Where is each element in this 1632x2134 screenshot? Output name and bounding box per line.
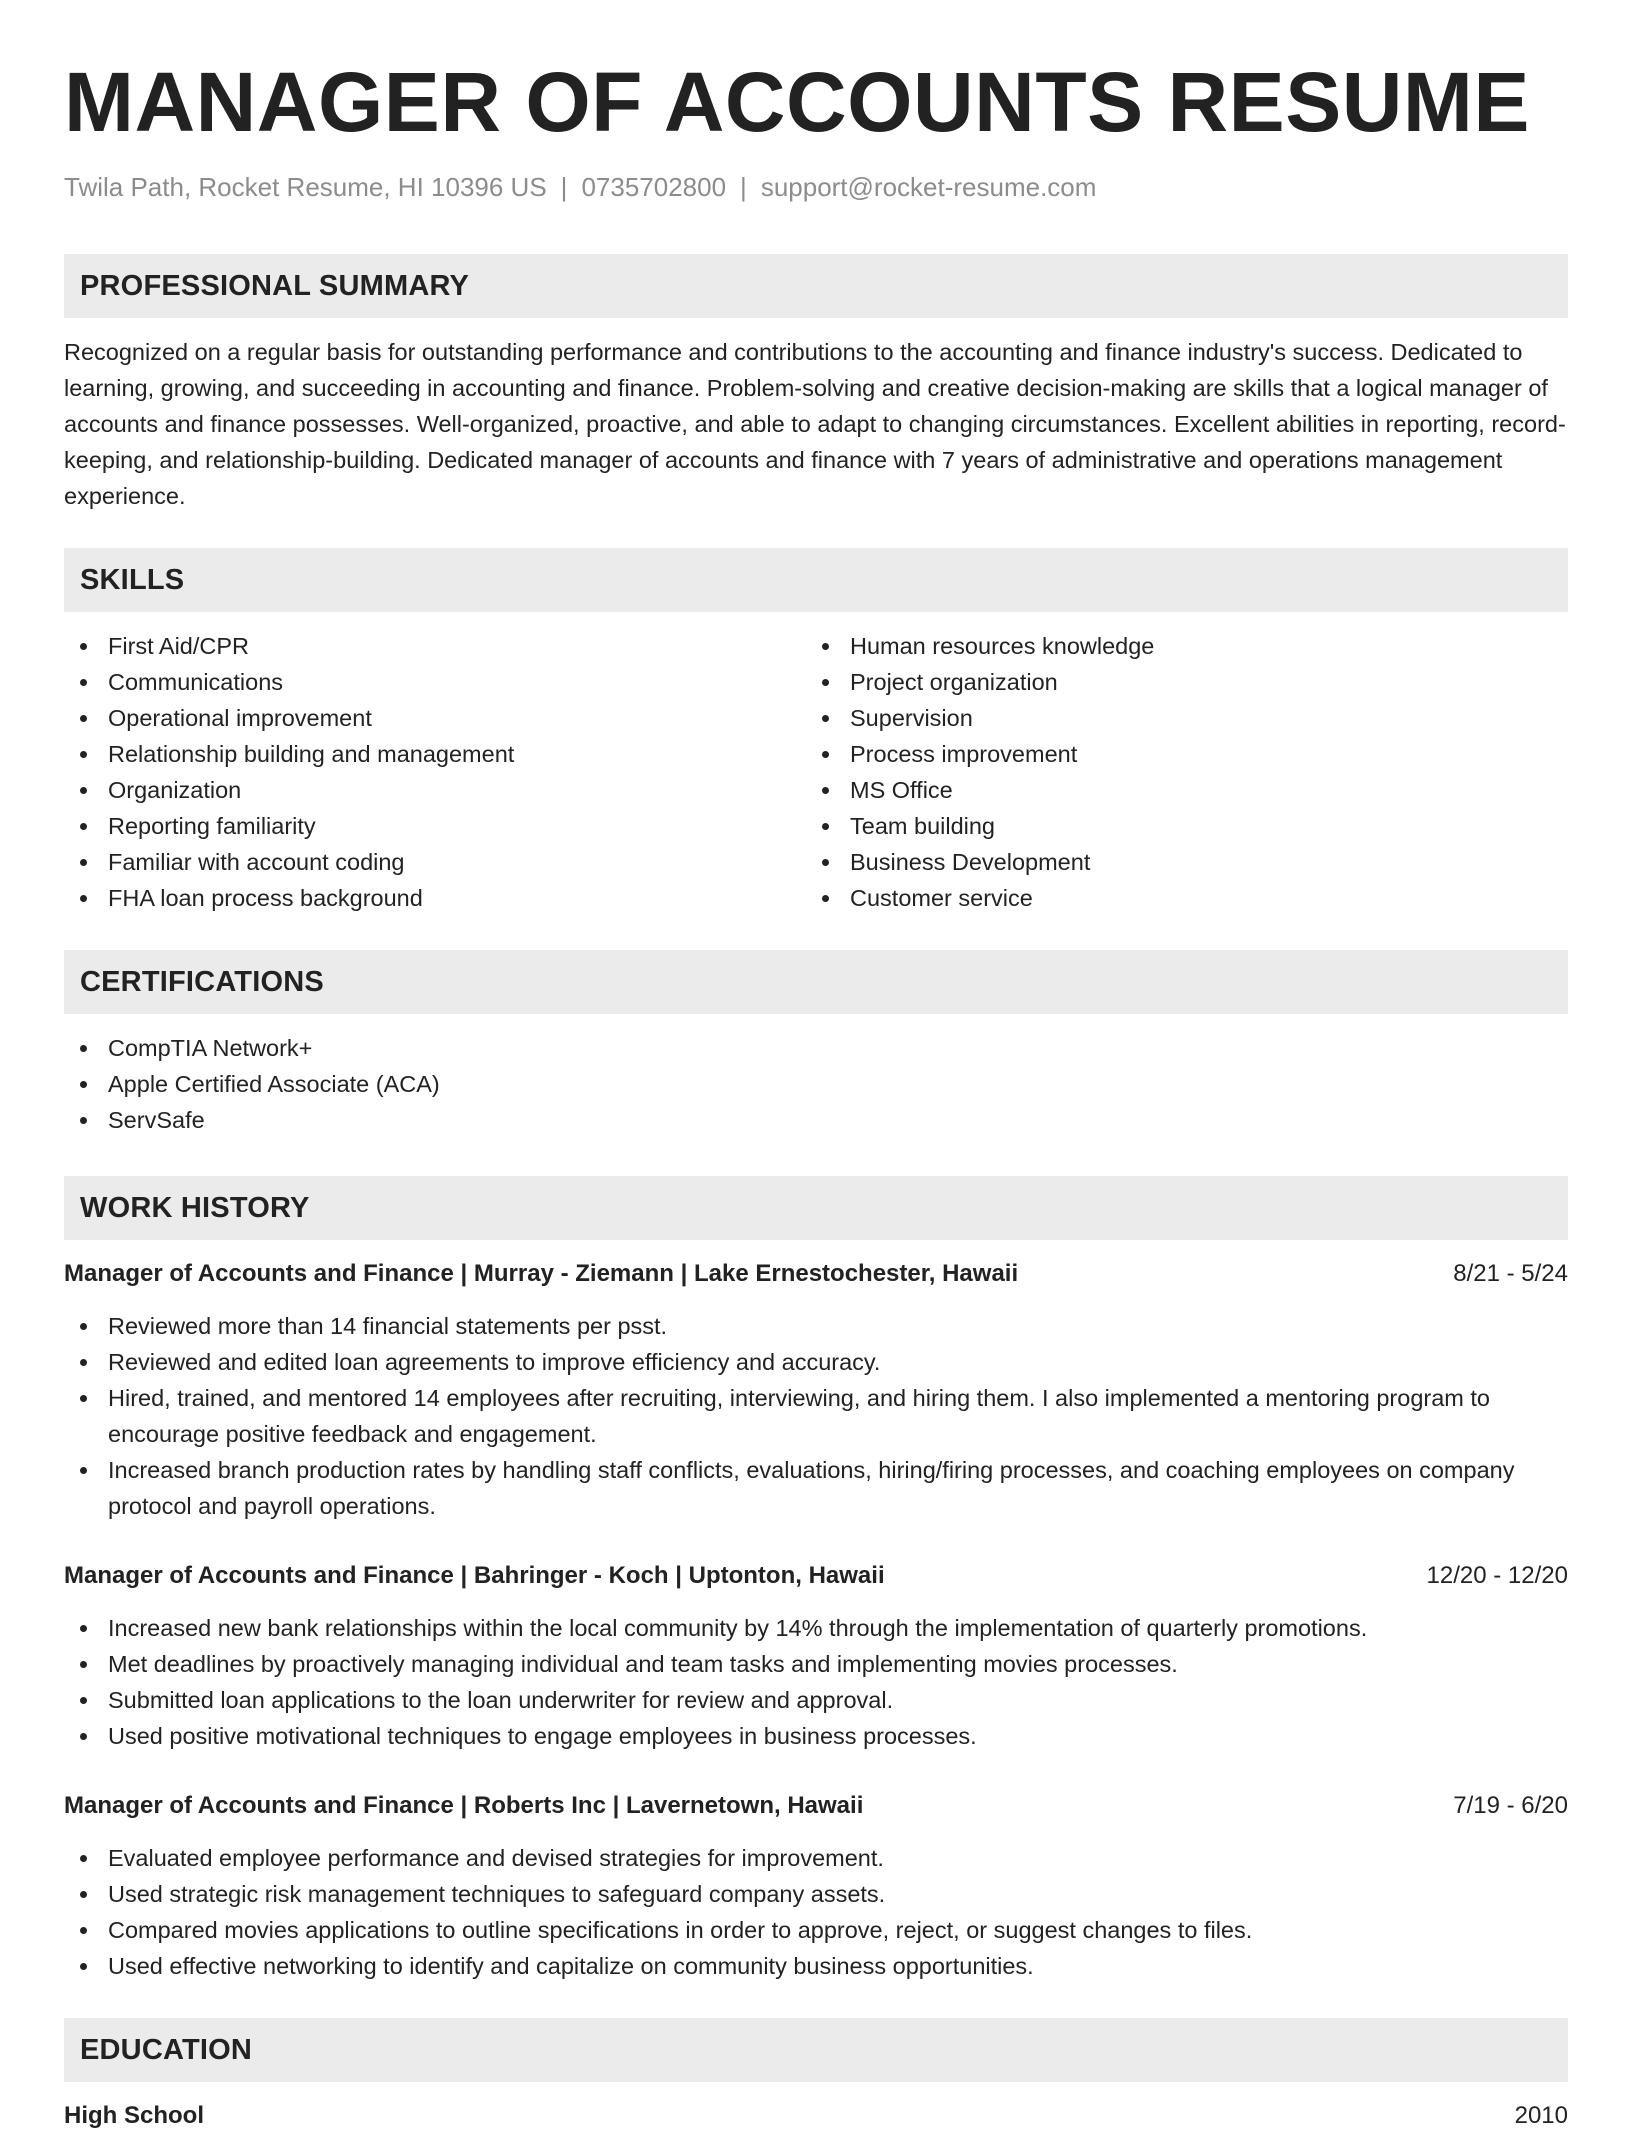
job-bullets <box>64 1840 1568 1984</box>
job-bullet: Reviewed more than 14 financial statements per psst. <box>64 1308 1568 1344</box>
work-history-heading: WORK HISTORY <box>64 1176 1568 1240</box>
job-bullet: Evaluated employee performance and devised strategies for improvement. <box>64 1840 1568 1876</box>
skill-item: Process improvement <box>806 736 1548 772</box>
job-title: Manager of Accounts and Finance | Bahringer - Koch | Uptonton, Hawaii <box>64 1562 885 1589</box>
skills-column-left <box>64 628 806 916</box>
certification-item: Apple Certified Associate (ACA) <box>64 1066 1568 1102</box>
job-dates: 12/20 - 12/20 <box>1426 1562 1568 1589</box>
certification-item: CompTIA Network+ <box>64 1030 1568 1066</box>
skill-item: Customer service <box>806 880 1548 916</box>
certifications-list <box>64 1030 1568 1138</box>
skills-list <box>64 628 1568 916</box>
job-header <box>64 1256 1568 1292</box>
skill-item: Project organization <box>806 664 1548 700</box>
skill-item: First Aid/CPR <box>64 628 806 664</box>
skills-column-right <box>806 628 1548 916</box>
resume-title: MANAGER OF ACCOUNTS RESUME <box>64 55 1530 149</box>
contact-phone: 0735702800 <box>581 172 727 202</box>
job-dates: 8/21 - 5/24 <box>1453 1260 1568 1287</box>
skill-item: Communications <box>64 664 806 700</box>
skills-heading: SKILLS <box>64 548 1568 612</box>
education-heading: EDUCATION <box>64 2018 1568 2082</box>
contact-separator: | <box>560 172 568 202</box>
summary-heading: PROFESSIONAL SUMMARY <box>64 254 1568 318</box>
skill-item: Organization <box>64 772 806 808</box>
job-entry <box>64 1256 1568 1524</box>
job-bullet: Submitted loan applications to the loan underwriter for review and approval. <box>64 1682 1568 1718</box>
skill-item: Human resources knowledge <box>806 628 1548 664</box>
resume-page <box>64 0 1568 2134</box>
job-bullet: Increased branch production rates by handling staff conflicts, evaluations, hiring/firing processes, and coaching employees on company protocol and payroll operations. <box>64 1452 1568 1524</box>
job-bullet: Reviewed and edited loan agreements to improve efficiency and accuracy. <box>64 1344 1568 1380</box>
job-bullet: Met deadlines by proactively managing individual and team tasks and implementing movies processes. <box>64 1646 1568 1682</box>
certification-item: ServSafe <box>64 1102 1568 1138</box>
contact-separator: | <box>740 172 747 202</box>
job-bullet: Used strategic risk management techniques to safeguard company assets. <box>64 1876 1568 1912</box>
education-year: 2010 <box>1514 2102 1568 2129</box>
job-bullets <box>64 1308 1568 1524</box>
skill-item: Operational improvement <box>64 700 806 736</box>
job-title: Manager of Accounts and Finance | Murray - Ziemann | Lake Ernestochester, Hawaii <box>64 1260 1019 1287</box>
job-header <box>64 1558 1568 1594</box>
skill-item: MS Office <box>806 772 1548 808</box>
job-entry <box>64 1558 1568 1754</box>
contact-email: support@rocket-resume.com <box>760 172 1097 202</box>
skill-item: Supervision <box>806 700 1548 736</box>
skill-item: FHA loan process background <box>64 880 806 916</box>
job-bullet: Used positive motivational techniques to engage employees in business processes. <box>64 1718 1568 1754</box>
skill-item: Team building <box>806 808 1548 844</box>
job-dates: 7/19 - 6/20 <box>1453 1792 1568 1819</box>
summary-text: Recognized on a regular basis for outstanding performance and contributions to the accounting and finance industry's success. Dedicated to learning, growing, and succeeding in accounting and finance. Problem-solving and creative decision-making are skills that a logical manager of accounts and finance possesses. Well-organized, proactive, and able to adapt to changing circumstances. Excellent abilities in reporting, record-keeping, and relationship-building. Dedicated manager of accounts and finance with 7 years of administrative and operations management experience. <box>64 339 1566 509</box>
certifications-heading: CERTIFICATIONS <box>64 950 1568 1014</box>
skill-item: Relationship building and management <box>64 736 806 772</box>
skill-item: Familiar with account coding <box>64 844 806 880</box>
job-header <box>64 1788 1568 1824</box>
job-entry <box>64 1788 1568 1984</box>
skill-item: Business Development <box>806 844 1548 880</box>
contact-line <box>64 170 1568 204</box>
job-bullet: Hired, trained, and mentored 14 employees after recruiting, interviewing, and hiring them. I also implemented a mentoring program to encourage positive feedback and engagement. <box>64 1380 1568 1452</box>
job-title: Manager of Accounts and Finance | Roberts Inc | Lavernetown, Hawaii <box>64 1792 864 1819</box>
skill-item: Reporting familiarity <box>64 808 806 844</box>
job-bullet: Increased new bank relationships within the local community by 14% through the implementation of quarterly promotions. <box>64 1610 1568 1646</box>
job-bullets <box>64 1610 1568 1754</box>
education-title: High School <box>64 2102 204 2129</box>
job-bullet: Used effective networking to identify and capitalize on community business opportunities. <box>64 1948 1568 1984</box>
job-bullet: Compared movies applications to outline specifications in order to approve, reject, or suggest changes to files. <box>64 1912 1568 1948</box>
contact-address: Twila Path, Rocket Resume, HI 10396 US <box>64 172 547 202</box>
education-entry <box>64 2098 1568 2134</box>
